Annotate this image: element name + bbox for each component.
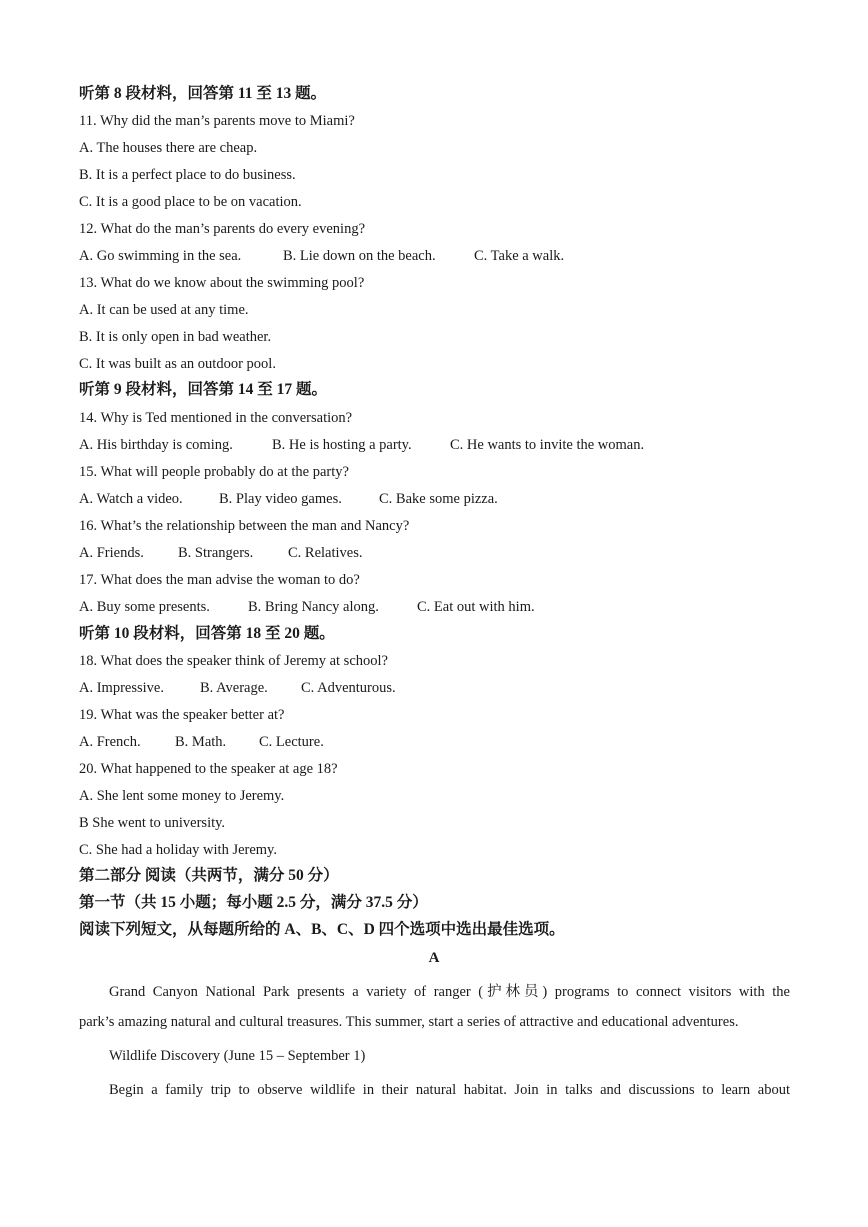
options-19 bbox=[79, 733, 324, 751]
question-16: 16. What’s the relationship between the man and Nancy? bbox=[79, 518, 410, 534]
question-12: 12. What do the man’s parents do every evening? bbox=[79, 221, 366, 237]
question-11: 11. Why did the man’s parents move to Miami? bbox=[79, 113, 355, 129]
paragraph-1-line-1: Grand Canyon National Park presents a variety of ranger (护林员) programs to connect visitors with the bbox=[109, 984, 790, 1000]
option-14-b: B. He is hosting a party. bbox=[272, 437, 412, 453]
option-17-c: C. Eat out with him. bbox=[417, 599, 535, 615]
option-20-a: A. She lent some money to Jeremy. bbox=[79, 788, 285, 804]
option-14-a: A. His birthday is coming. bbox=[79, 437, 233, 453]
section-9-heading: 听第 9 段材料，回答第 14 至 17 题。 bbox=[79, 381, 328, 398]
option-17-b: B. Bring Nancy along. bbox=[248, 599, 379, 615]
options-17 bbox=[79, 598, 535, 616]
options-12 bbox=[79, 247, 564, 265]
reading-instruction: 阅读下列短文，从每题所给的 A、B、C、D 四个选项中选出最佳选项。 bbox=[79, 921, 565, 938]
section-1-heading: 第一节（共 15 小题；每小题 2.5 分，满分 37.5 分） bbox=[79, 894, 428, 911]
section-8-heading: 听第 8 段材料，回答第 11 至 13 题。 bbox=[79, 85, 327, 102]
option-15-a: A. Watch a video. bbox=[79, 491, 183, 507]
option-13-b: B. It is only open in bad weather. bbox=[79, 329, 272, 345]
option-15-b: B. Play video games. bbox=[219, 491, 342, 507]
paragraph-1-line-2: park’s amazing natural and cultural treasures. This summer, start a series of attractive and educational adventures. bbox=[79, 1014, 739, 1030]
option-16-c: C. Relatives. bbox=[288, 545, 363, 561]
option-11-c: C. It is a good place to be on vacation. bbox=[79, 194, 302, 210]
option-19-a: A. French. bbox=[79, 734, 141, 750]
section-10-heading: 听第 10 段材料，回答第 18 至 20 题。 bbox=[79, 625, 335, 642]
question-18: 18. What does the speaker think of Jeremy at school? bbox=[79, 653, 388, 669]
question-17: 17. What does the man advise the woman to do? bbox=[79, 572, 360, 588]
option-14-c: C. He wants to invite the woman. bbox=[450, 437, 645, 453]
option-20-c: C. She had a holiday with Jeremy. bbox=[79, 842, 277, 858]
paragraph-3-line-1: Begin a family trip to observe wildlife in their natural habitat. Join in talks and discussions to learn about bbox=[109, 1082, 790, 1098]
option-11-a: A. The houses there are cheap. bbox=[79, 140, 258, 156]
paragraph-2: Wildlife Discovery (June 15 – September 1) bbox=[109, 1048, 366, 1064]
option-18-b: B. Average. bbox=[200, 680, 268, 696]
option-11-b: B. It is a perfect place to do business. bbox=[79, 167, 296, 183]
passage-label: A bbox=[428, 950, 440, 966]
option-12-a: A. Go swimming in the sea. bbox=[79, 248, 242, 264]
option-13-c: C. It was built as an outdoor pool. bbox=[79, 356, 276, 372]
options-15 bbox=[79, 490, 498, 508]
option-16-a: A. Friends. bbox=[79, 545, 144, 561]
option-15-c: C. Bake some pizza. bbox=[379, 491, 498, 507]
options-16 bbox=[79, 544, 363, 562]
option-18-c: C. Adventurous. bbox=[301, 680, 396, 696]
option-13-a: A. It can be used at any time. bbox=[79, 302, 249, 318]
option-12-c: C. Take a walk. bbox=[474, 248, 565, 264]
part-2-heading: 第二部分 阅读（共两节，满分 50 分） bbox=[79, 867, 339, 884]
option-12-b: B. Lie down on the beach. bbox=[283, 248, 436, 264]
question-19: 19. What was the speaker better at? bbox=[79, 707, 285, 723]
option-16-b: B. Strangers. bbox=[178, 545, 254, 561]
options-18 bbox=[79, 679, 396, 697]
question-15: 15. What will people probably do at the party? bbox=[79, 464, 349, 480]
option-19-b: B. Math. bbox=[175, 734, 227, 750]
question-20: 20. What happened to the speaker at age 18? bbox=[79, 761, 338, 777]
question-13: 13. What do we know about the swimming pool? bbox=[79, 275, 365, 291]
option-20-b: B She went to university. bbox=[79, 815, 226, 831]
option-18-a: A. Impressive. bbox=[79, 680, 164, 696]
question-14: 14. Why is Ted mentioned in the conversation? bbox=[79, 410, 353, 426]
option-17-a: A. Buy some presents. bbox=[79, 599, 210, 615]
options-14 bbox=[79, 436, 644, 454]
option-19-c: C. Lecture. bbox=[259, 734, 324, 750]
